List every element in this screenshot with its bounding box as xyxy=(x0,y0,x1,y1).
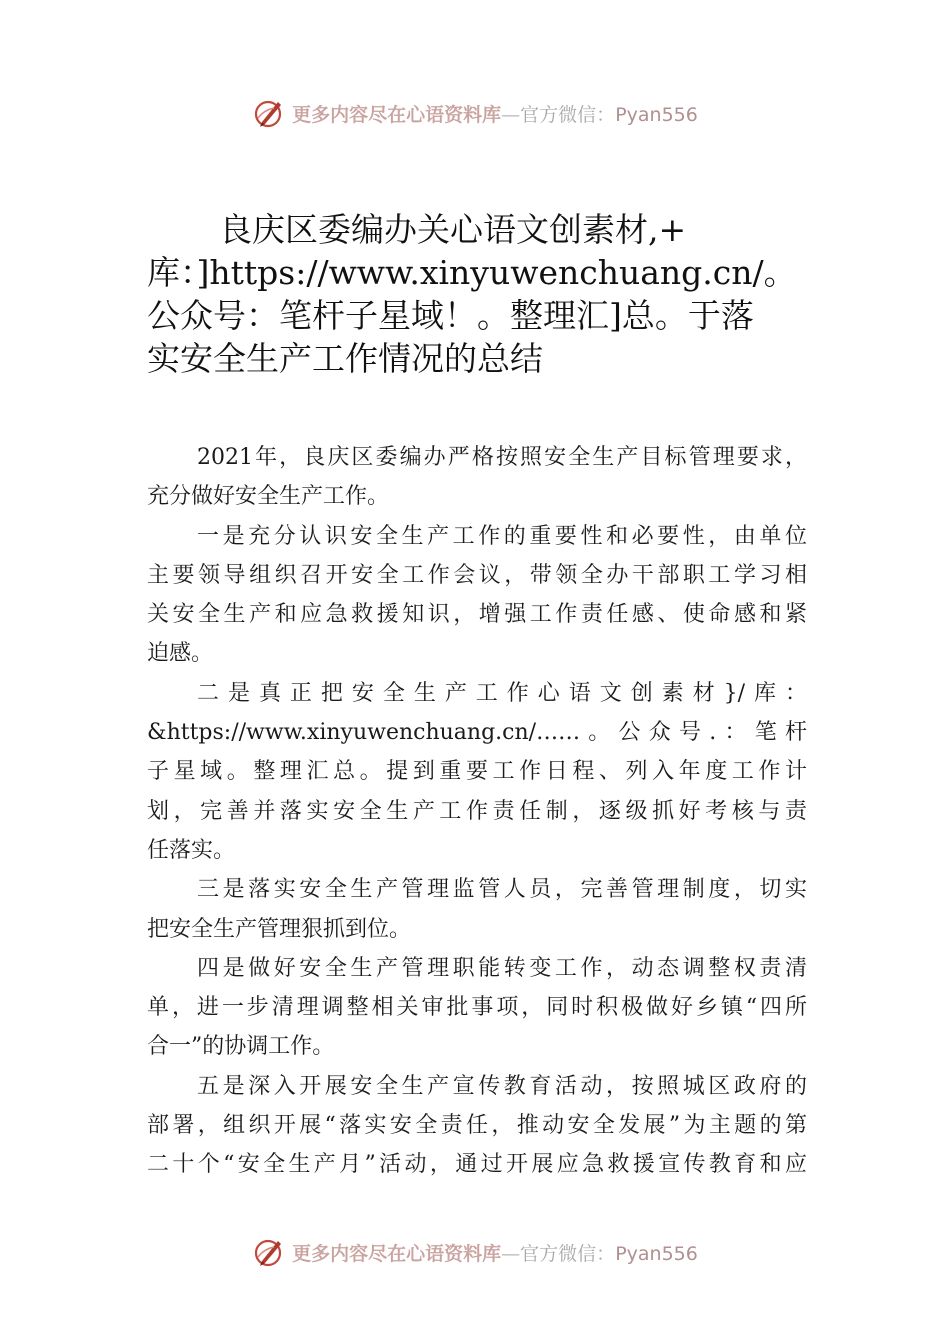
paragraph xyxy=(147,517,807,674)
paragraph xyxy=(147,870,807,949)
banner-dash: — xyxy=(501,103,521,126)
pen-circle-logo-icon xyxy=(252,96,286,130)
header-banner-text xyxy=(292,100,698,127)
title-line: 库：]https://www.xinyuwenchuang.cn/。 xyxy=(147,253,797,292)
paragraph-line: 部署，组织开展“落实安全责任，推动安全发展”为主题的第 xyxy=(147,1113,807,1139)
document-title xyxy=(147,208,807,380)
paragraph-line: 迫感。 xyxy=(147,641,214,667)
paragraph-line: 把安全生产管理狠抓到位。 xyxy=(147,916,412,942)
paragraph-line: 四是做好安全生产管理职能转变工作，动态调整权责清 xyxy=(197,955,807,981)
paragraph-line: 任落实。 xyxy=(147,837,236,863)
paragraph xyxy=(147,1067,807,1185)
paragraph-line: 单，进一步清理调整相关审批事项，同时积极做好乡镇“四所 xyxy=(147,995,807,1021)
banner-dash: — xyxy=(501,1242,521,1265)
banner-account: Pyan556 xyxy=(615,103,698,126)
title-line: 良庆区委编办关心语文创素材,+ xyxy=(219,210,687,249)
paragraph-line: 关安全生产和应急救援知识，增强工作责任感、使命感和紧 xyxy=(147,602,807,628)
paragraph xyxy=(147,674,807,870)
footer-banner-text xyxy=(292,1239,698,1266)
banner-wechat-label: 官方微信： xyxy=(520,103,616,126)
pen-circle-logo-icon xyxy=(252,1235,286,1269)
banner-promo-text: 更多内容尽在心语资料库 xyxy=(292,103,502,126)
paragraph-line: 三是落实安全生产管理监管人员，完善管理制度，切实 xyxy=(197,877,807,903)
title-line: 实安全生产工作情况的总结 xyxy=(147,339,543,378)
document-body xyxy=(147,438,807,1185)
paragraph-line: 二十个“安全生产月”活动，通过开展应急救援宣传教育和应 xyxy=(147,1152,807,1178)
paragraph-line: 2021年，良庆区委编办严格按照安全生产目标管理要求， xyxy=(197,445,807,470)
header-banner xyxy=(0,93,950,133)
banner-wechat-label: 官方微信： xyxy=(520,1242,616,1265)
paragraph-line: 一是充分认识安全生产工作的重要性和必要性，由单位 xyxy=(197,523,807,549)
paragraph-line: &https://www.xinyuwenchuang.cn/……。公众号.：笔杆 xyxy=(147,720,807,746)
banner-promo-text: 更多内容尽在心语资料库 xyxy=(292,1242,502,1265)
title-line: 公众号：笔杆子星域！。整理汇]总。于落 xyxy=(147,296,754,335)
paragraph-line: 主要领导组织召开安全工作会议，带领全办干部职工学习相 xyxy=(147,562,807,588)
paragraph-line: 子星域。整理汇总。提到重要工作日程、列入年度工作计 xyxy=(147,759,807,785)
footer-banner xyxy=(0,1232,950,1272)
paragraph-line: 划，完善并落实安全生产工作责任制，逐级抓好考核与责 xyxy=(147,798,807,824)
paragraph-line: 合一”的协调工作。 xyxy=(147,1034,335,1060)
paragraph-line: 充分做好安全生产工作。 xyxy=(147,484,390,510)
paragraph-line: 二是真正把安全生产工作心语文创素材}/库： xyxy=(197,680,807,706)
paragraph xyxy=(147,438,807,517)
banner-account: Pyan556 xyxy=(615,1242,698,1265)
paragraph xyxy=(147,949,807,1067)
paragraph-line: 五是深入开展安全生产宣传教育活动，按照城区政府的 xyxy=(197,1073,807,1099)
